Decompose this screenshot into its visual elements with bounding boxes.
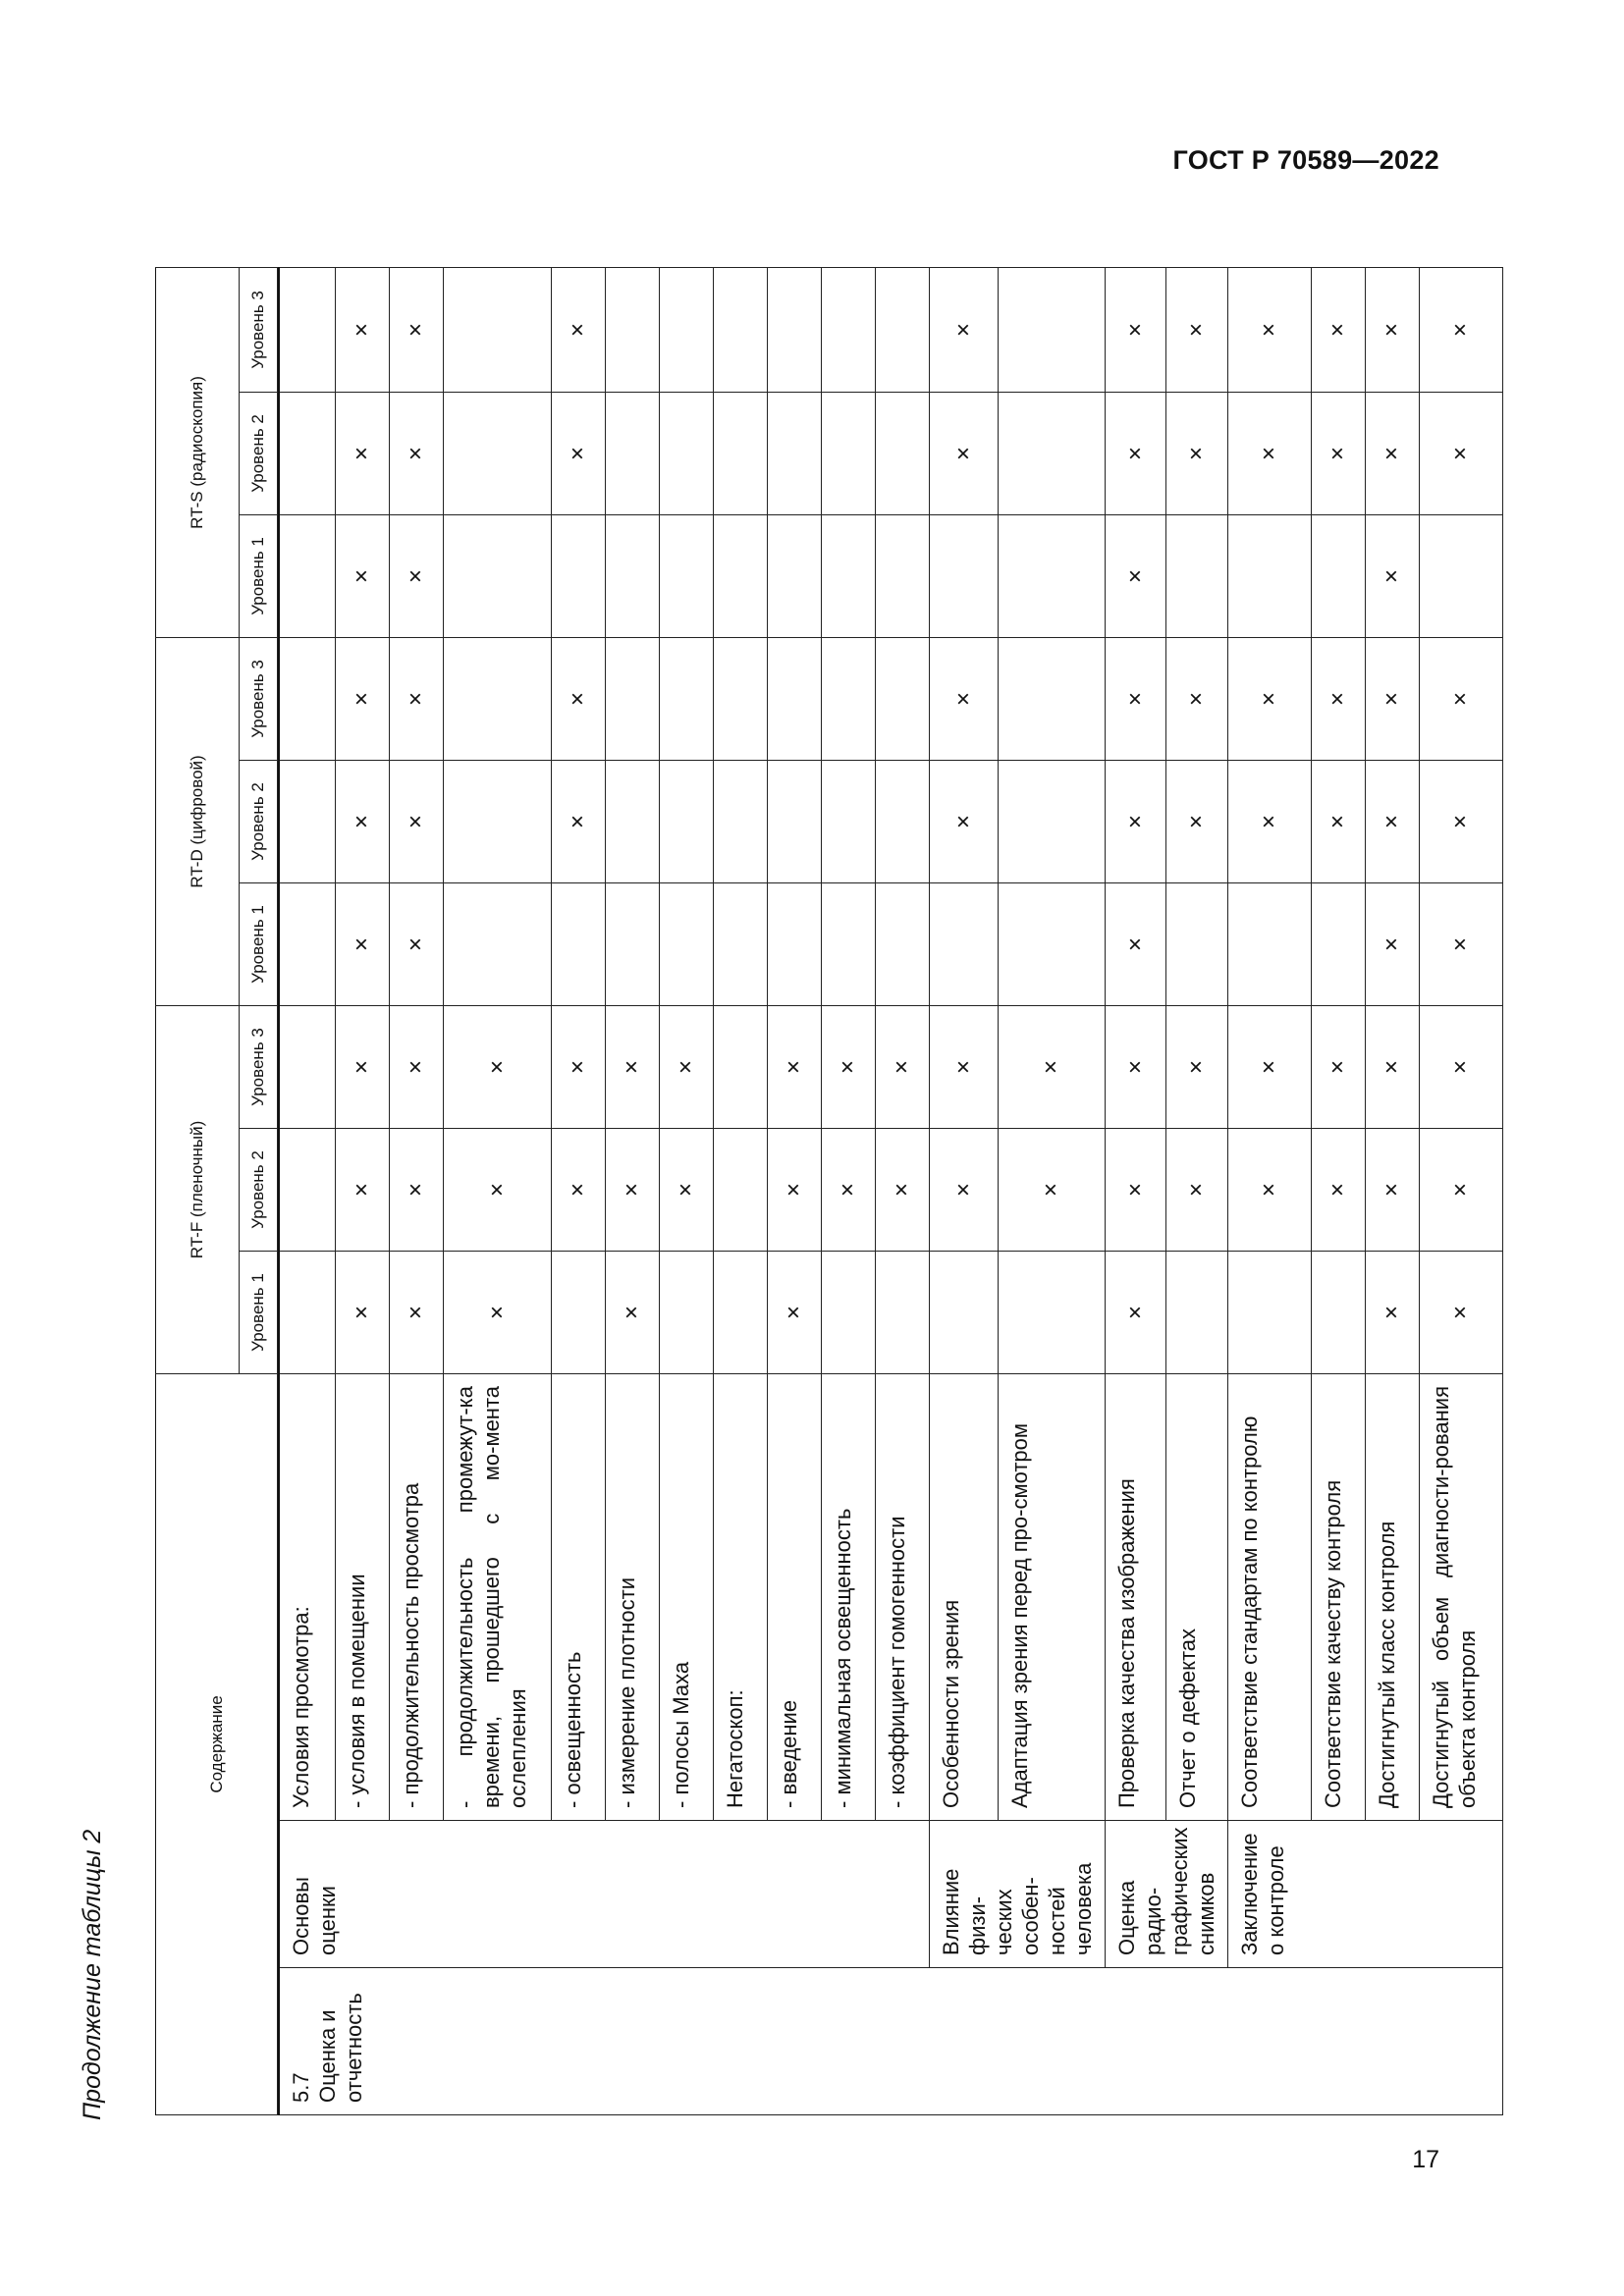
mark-cell: × (1419, 267, 1502, 392)
header-row-groups (156, 267, 240, 2114)
mark-cell: × (389, 267, 443, 392)
mark-cell: × (1227, 1128, 1311, 1251)
level-header: Уровень 1 (240, 514, 278, 637)
mark-cell (713, 882, 767, 1005)
row-item: - условия в помещении (335, 1373, 389, 1820)
row-item: Достигнутый класс контроля (1365, 1373, 1419, 1820)
level-header: Уровень 1 (240, 882, 278, 1005)
mark-cell (443, 514, 551, 637)
row-item: Достигнутый объем диагности-рования объекта контроля (1419, 1373, 1502, 1820)
mark-cell: × (1365, 514, 1419, 637)
mark-cell: × (875, 1128, 929, 1251)
row-item: - коэффициент гомогенности (875, 1373, 929, 1820)
mark-cell: × (443, 1251, 551, 1373)
row-item: Отчет о дефектах (1166, 1373, 1228, 1820)
table-row (279, 267, 335, 2114)
mark-cell: × (551, 267, 605, 392)
standard-designation: ГОСТ Р 70589—2022 (1172, 145, 1439, 175)
mark-cell (929, 1251, 998, 1373)
row-item: - измерение плотности (605, 1373, 659, 1820)
mark-cell (998, 267, 1105, 392)
mark-cell (713, 514, 767, 637)
mark-cell: × (1105, 760, 1166, 882)
mark-cell (659, 514, 713, 637)
mark-cell (713, 392, 767, 514)
mark-cell (767, 514, 821, 637)
mark-cell: × (1166, 1128, 1228, 1251)
mark-cell: × (1365, 760, 1419, 882)
mark-cell: × (1227, 267, 1311, 392)
mark-cell (443, 267, 551, 392)
mark-cell: × (389, 637, 443, 760)
mark-cell (713, 1128, 767, 1251)
mark-cell: × (821, 1128, 875, 1251)
mark-cell (998, 760, 1105, 882)
mark-cell: × (389, 1005, 443, 1128)
mark-cell: × (1419, 1128, 1502, 1251)
mark-cell (551, 1251, 605, 1373)
mark-cell: × (1166, 760, 1228, 882)
mark-cell: × (1227, 637, 1311, 760)
mark-cell (1227, 1251, 1311, 1373)
row-item: Адаптация зрения перед про-смотром (998, 1373, 1105, 1820)
mark-cell: × (1419, 637, 1502, 760)
mark-cell: × (335, 267, 389, 392)
mark-cell (713, 1251, 767, 1373)
mark-cell (821, 882, 875, 1005)
mark-cell (605, 267, 659, 392)
mark-cell: × (551, 392, 605, 514)
mark-cell (1227, 882, 1311, 1005)
mark-cell: × (821, 1005, 875, 1128)
mark-cell (821, 514, 875, 637)
row-item: - продолжительность просмотра (389, 1373, 443, 1820)
mark-cell (443, 637, 551, 760)
mark-cell (1311, 882, 1365, 1005)
mark-cell (713, 760, 767, 882)
row-item: Негатоскоп: (713, 1373, 767, 1820)
mark-cell: × (1311, 760, 1365, 882)
mark-cell: × (335, 514, 389, 637)
mark-cell (279, 267, 335, 392)
mark-cell (551, 882, 605, 1005)
mark-cell: × (1419, 760, 1502, 882)
mark-cell (279, 392, 335, 514)
mark-cell (767, 392, 821, 514)
mark-cell (605, 392, 659, 514)
mark-cell: × (1105, 267, 1166, 392)
mark-cell: × (1166, 637, 1228, 760)
mark-cell (659, 392, 713, 514)
mark-cell (279, 882, 335, 1005)
mark-cell (659, 760, 713, 882)
section-title: Оценка и отчетность (315, 1993, 366, 2103)
level-header: Уровень 1 (240, 1251, 278, 1373)
row-item: Особенности зрения (929, 1373, 998, 1820)
mark-cell (767, 267, 821, 392)
mark-cell: × (767, 1128, 821, 1251)
row-item: Условия просмотра: (279, 1373, 335, 1820)
row-item: Соответствие качеству контроля (1311, 1373, 1365, 1820)
mark-cell: × (551, 760, 605, 882)
mark-cell (659, 637, 713, 760)
mark-cell (605, 637, 659, 760)
mark-cell (279, 760, 335, 882)
mark-cell: × (335, 637, 389, 760)
row-item: - минимальная освещенность (821, 1373, 875, 1820)
mark-cell (875, 1251, 929, 1373)
mark-cell (875, 267, 929, 392)
group-header-rt-f: RT-F (пленочный) (156, 1005, 240, 1373)
group-header-rt-s: RT-S (радиоскопия) (156, 267, 240, 637)
mark-cell: × (1419, 392, 1502, 514)
mark-cell (821, 760, 875, 882)
subsection-cell: Влияние физи-ческих особен-ностей человека (929, 1821, 1105, 1968)
mark-cell: × (659, 1005, 713, 1128)
mark-cell: × (929, 1128, 998, 1251)
mark-cell (821, 637, 875, 760)
group-header-rt-d: RT-D (цифровой) (156, 637, 240, 1005)
table-caption: Продолжение таблицы 2 (79, 1829, 106, 2120)
mark-cell (713, 1005, 767, 1128)
mark-cell (821, 1251, 875, 1373)
mark-cell: × (929, 760, 998, 882)
mark-cell (279, 514, 335, 637)
mark-cell: × (1105, 1251, 1166, 1373)
mark-cell: × (1419, 882, 1502, 1005)
row-item: Соответствие стандартам по контролю (1227, 1373, 1311, 1820)
mark-cell: × (1365, 392, 1419, 514)
mark-cell (605, 760, 659, 882)
subsection-cell: Заключение о контроле (1227, 1821, 1502, 1968)
mark-cell: × (1227, 1005, 1311, 1128)
mark-cell: × (1166, 392, 1228, 514)
mark-cell (821, 392, 875, 514)
mark-cell: × (1365, 267, 1419, 392)
mark-cell: × (1105, 1005, 1166, 1128)
mark-cell: × (1365, 1005, 1419, 1128)
mark-cell (929, 514, 998, 637)
mark-cell: × (1365, 1128, 1419, 1251)
mark-cell (875, 760, 929, 882)
mark-cell: × (335, 760, 389, 882)
mark-cell: × (551, 1128, 605, 1251)
mark-cell (1166, 1251, 1228, 1373)
mark-cell: × (443, 1128, 551, 1251)
mark-cell: × (929, 637, 998, 760)
mark-cell: × (551, 1005, 605, 1128)
mark-cell (551, 514, 605, 637)
mark-cell: × (1105, 637, 1166, 760)
mark-cell: × (1365, 882, 1419, 1005)
mark-cell (1166, 514, 1228, 637)
table-row (1105, 267, 1166, 2114)
mark-cell (998, 514, 1105, 637)
mark-cell: × (1419, 1005, 1502, 1128)
level-header: Уровень 2 (240, 760, 278, 882)
mark-cell: × (998, 1128, 1105, 1251)
mark-cell: × (389, 1251, 443, 1373)
mark-cell: × (389, 392, 443, 514)
mark-cell (279, 1128, 335, 1251)
mark-cell (659, 1251, 713, 1373)
mark-cell: × (1311, 267, 1365, 392)
mark-cell: × (389, 1128, 443, 1251)
mark-cell: × (1311, 637, 1365, 760)
mark-cell (767, 637, 821, 760)
mark-cell (279, 637, 335, 760)
mark-cell: × (1419, 1251, 1502, 1373)
mark-cell (875, 514, 929, 637)
mark-cell: × (1105, 882, 1166, 1005)
mark-cell: × (929, 267, 998, 392)
mark-cell: × (767, 1251, 821, 1373)
mark-cell: × (335, 1128, 389, 1251)
page-number: 17 (1412, 2146, 1439, 2173)
mark-cell (875, 392, 929, 514)
table-row (1227, 267, 1311, 2114)
mark-cell: × (1311, 1128, 1365, 1251)
mark-cell (605, 882, 659, 1005)
mark-cell (767, 760, 821, 882)
mark-cell (1166, 882, 1228, 1005)
level-header: Уровень 3 (240, 267, 278, 392)
mark-cell: × (1311, 1005, 1365, 1128)
mark-cell: × (1166, 1005, 1228, 1128)
mark-cell (998, 392, 1105, 514)
mark-cell (713, 267, 767, 392)
mark-cell (929, 882, 998, 1005)
mark-cell: × (605, 1005, 659, 1128)
mark-cell: × (1105, 514, 1166, 637)
mark-cell (443, 882, 551, 1005)
mark-cell: × (998, 1005, 1105, 1128)
mark-cell: × (605, 1251, 659, 1373)
mark-cell (821, 267, 875, 392)
mark-cell (875, 882, 929, 1005)
content-column-header: Содержание (156, 1373, 278, 2114)
mark-cell (659, 267, 713, 392)
section-cell (279, 1968, 1502, 2115)
mark-cell: × (335, 1251, 389, 1373)
mark-cell (713, 637, 767, 760)
mark-cell: × (659, 1128, 713, 1251)
mark-cell (1419, 514, 1502, 637)
mark-cell (1311, 1251, 1365, 1373)
mark-cell: × (1227, 392, 1311, 514)
mark-cell (279, 1251, 335, 1373)
section-number: 5.7 (289, 2072, 313, 2103)
mark-cell: × (1365, 1251, 1419, 1373)
row-item: - освещенность (551, 1373, 605, 1820)
mark-cell: × (389, 514, 443, 637)
subsection-cell: Основы оценки (279, 1821, 929, 1968)
mark-cell: × (1311, 392, 1365, 514)
mark-cell (875, 637, 929, 760)
mark-cell: × (875, 1005, 929, 1128)
level-header: Уровень 3 (240, 1005, 278, 1128)
mark-cell: × (1166, 267, 1228, 392)
mark-cell (1311, 514, 1365, 637)
level-header: Уровень 2 (240, 392, 278, 514)
mark-cell: × (1365, 637, 1419, 760)
mark-cell: × (929, 392, 998, 514)
level-header: Уровень 2 (240, 1128, 278, 1251)
mark-cell: × (1105, 1128, 1166, 1251)
table-row (929, 267, 998, 2114)
mark-cell: × (443, 1005, 551, 1128)
mark-cell (998, 882, 1105, 1005)
mark-cell (1227, 514, 1311, 637)
mark-cell (443, 392, 551, 514)
mark-cell (767, 882, 821, 1005)
subsection-cell: Оценка радио-графических снимков (1105, 1821, 1227, 1968)
row-item: - введение (767, 1373, 821, 1820)
mark-cell: × (389, 882, 443, 1005)
mark-cell: × (335, 392, 389, 514)
level-header: Уровень 3 (240, 637, 278, 760)
mark-cell: × (929, 1005, 998, 1128)
mark-cell: × (389, 760, 443, 882)
mark-cell: × (1227, 760, 1311, 882)
mark-cell (443, 760, 551, 882)
mark-cell (279, 1005, 335, 1128)
mark-cell: × (551, 637, 605, 760)
mark-cell (998, 637, 1105, 760)
mark-cell (605, 514, 659, 637)
requirements-table (155, 267, 1503, 2115)
row-item: - продолжительность промежут-ка времени, прошедшего с мо-мента ослепления (443, 1373, 551, 1820)
mark-cell: × (335, 1005, 389, 1128)
mark-cell (659, 882, 713, 1005)
mark-cell: × (767, 1005, 821, 1128)
row-item: Проверка качества изображения (1105, 1373, 1166, 1820)
mark-cell: × (335, 882, 389, 1005)
mark-cell: × (1105, 392, 1166, 514)
mark-cell (998, 1251, 1105, 1373)
mark-cell: × (605, 1128, 659, 1251)
rotated-page-content (79, 79, 1480, 2169)
row-item: - полосы Маха (659, 1373, 713, 1820)
